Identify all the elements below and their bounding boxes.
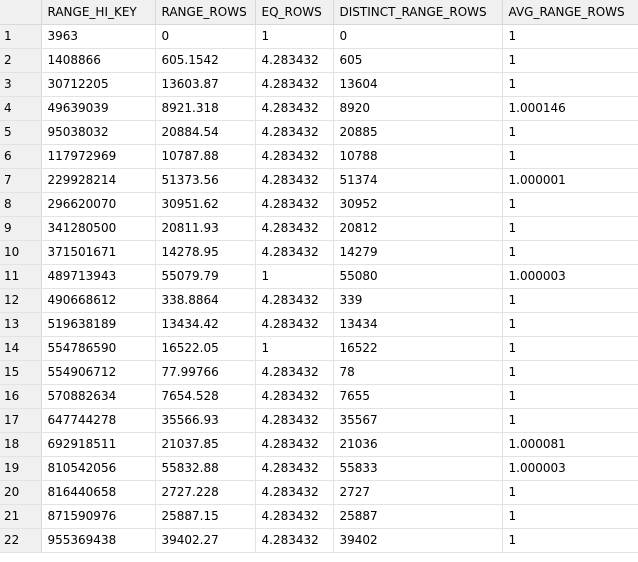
cell-range-hi-key[interactable]: 49639039 bbox=[41, 96, 155, 120]
cell-eq-rows[interactable]: 4.283432 bbox=[255, 168, 333, 192]
cell-avg-range-rows[interactable]: 1 bbox=[502, 240, 638, 264]
cell-range-hi-key[interactable]: 871590976 bbox=[41, 504, 155, 528]
cell-distinct-range-rows[interactable]: 605 bbox=[333, 48, 502, 72]
table-row[interactable] bbox=[0, 360, 638, 384]
table-row[interactable] bbox=[0, 408, 638, 432]
cell-eq-rows[interactable]: 4.283432 bbox=[255, 360, 333, 384]
cell-range-hi-key[interactable]: 692918511 bbox=[41, 432, 155, 456]
cell-range-hi-key[interactable]: 30712205 bbox=[41, 72, 155, 96]
cell-eq-rows[interactable]: 4.283432 bbox=[255, 288, 333, 312]
table-row[interactable] bbox=[0, 240, 638, 264]
column-header-eq-rows[interactable]: EQ_ROWS bbox=[255, 0, 333, 24]
cell-avg-range-rows[interactable]: 1 bbox=[502, 120, 638, 144]
cell-distinct-range-rows[interactable]: 0 bbox=[333, 24, 502, 48]
cell-distinct-range-rows[interactable]: 78 bbox=[333, 360, 502, 384]
cell-avg-range-rows[interactable]: 1.000001 bbox=[502, 168, 638, 192]
cell-range-rows[interactable]: 30951.62 bbox=[155, 192, 255, 216]
row-number[interactable]: 15 bbox=[0, 360, 41, 384]
grid-body bbox=[0, 24, 638, 552]
cell-distinct-range-rows[interactable]: 2727 bbox=[333, 480, 502, 504]
row-number[interactable]: 9 bbox=[0, 216, 41, 240]
row-number[interactable]: 11 bbox=[0, 264, 41, 288]
cell-distinct-range-rows[interactable]: 21036 bbox=[333, 432, 502, 456]
table-row[interactable] bbox=[0, 312, 638, 336]
row-number[interactable]: 17 bbox=[0, 408, 41, 432]
cell-avg-range-rows[interactable]: 1.000003 bbox=[502, 456, 638, 480]
table-row[interactable] bbox=[0, 288, 638, 312]
cell-eq-rows[interactable]: 4.283432 bbox=[255, 432, 333, 456]
column-header-avg-range-rows[interactable]: AVG_RANGE_ROWS bbox=[502, 0, 638, 24]
table-row[interactable] bbox=[0, 120, 638, 144]
cell-range-rows[interactable]: 13434.42 bbox=[155, 312, 255, 336]
table-row[interactable] bbox=[0, 504, 638, 528]
row-number[interactable]: 3 bbox=[0, 72, 41, 96]
cell-range-rows[interactable]: 20811.93 bbox=[155, 216, 255, 240]
cell-range-rows[interactable]: 51373.56 bbox=[155, 168, 255, 192]
cell-distinct-range-rows[interactable]: 51374 bbox=[333, 168, 502, 192]
cell-eq-rows[interactable]: 1 bbox=[255, 264, 333, 288]
cell-range-rows[interactable]: 0 bbox=[155, 24, 255, 48]
row-number[interactable]: 1 bbox=[0, 24, 41, 48]
cell-range-rows[interactable]: 16522.05 bbox=[155, 336, 255, 360]
cell-range-hi-key[interactable]: 554786590 bbox=[41, 336, 155, 360]
table-row[interactable] bbox=[0, 192, 638, 216]
cell-eq-rows[interactable]: 4.283432 bbox=[255, 48, 333, 72]
cell-range-hi-key[interactable]: 519638189 bbox=[41, 312, 155, 336]
cell-avg-range-rows[interactable]: 1 bbox=[502, 24, 638, 48]
cell-avg-range-rows[interactable]: 1 bbox=[502, 384, 638, 408]
cell-eq-rows[interactable]: 4.283432 bbox=[255, 216, 333, 240]
column-header-range-hi-key[interactable]: RANGE_HI_KEY bbox=[41, 0, 155, 24]
row-number[interactable]: 7 bbox=[0, 168, 41, 192]
cell-avg-range-rows[interactable]: 1 bbox=[502, 312, 638, 336]
row-number[interactable]: 12 bbox=[0, 288, 41, 312]
column-header-range-rows[interactable]: RANGE_ROWS bbox=[155, 0, 255, 24]
cell-range-hi-key[interactable]: 229928214 bbox=[41, 168, 155, 192]
cell-eq-rows[interactable]: 4.283432 bbox=[255, 504, 333, 528]
cell-eq-rows[interactable]: 4.283432 bbox=[255, 144, 333, 168]
cell-range-rows[interactable]: 39402.27 bbox=[155, 528, 255, 552]
cell-eq-rows[interactable]: 4.283432 bbox=[255, 96, 333, 120]
cell-distinct-range-rows[interactable]: 13604 bbox=[333, 72, 502, 96]
cell-range-hi-key[interactable]: 95038032 bbox=[41, 120, 155, 144]
cell-range-rows[interactable]: 2727.228 bbox=[155, 480, 255, 504]
cell-avg-range-rows[interactable]: 1 bbox=[502, 288, 638, 312]
cell-avg-range-rows[interactable]: 1.000146 bbox=[502, 96, 638, 120]
cell-range-hi-key[interactable]: 3963 bbox=[41, 24, 155, 48]
table-row[interactable] bbox=[0, 480, 638, 504]
table-row[interactable] bbox=[0, 456, 638, 480]
table-row[interactable] bbox=[0, 24, 638, 48]
row-number[interactable]: 8 bbox=[0, 192, 41, 216]
cell-distinct-range-rows[interactable]: 35567 bbox=[333, 408, 502, 432]
row-number[interactable]: 18 bbox=[0, 432, 41, 456]
cell-range-rows[interactable]: 7654.528 bbox=[155, 384, 255, 408]
cell-range-rows[interactable]: 605.1542 bbox=[155, 48, 255, 72]
cell-range-hi-key[interactable]: 1408866 bbox=[41, 48, 155, 72]
corner-header[interactable] bbox=[0, 0, 41, 24]
cell-range-hi-key[interactable]: 489713943 bbox=[41, 264, 155, 288]
cell-range-hi-key[interactable]: 647744278 bbox=[41, 408, 155, 432]
table-row[interactable] bbox=[0, 216, 638, 240]
cell-range-rows[interactable]: 13603.87 bbox=[155, 72, 255, 96]
cell-range-hi-key[interactable]: 570882634 bbox=[41, 384, 155, 408]
cell-distinct-range-rows[interactable]: 20885 bbox=[333, 120, 502, 144]
cell-range-hi-key[interactable]: 816440658 bbox=[41, 480, 155, 504]
cell-avg-range-rows[interactable]: 1 bbox=[502, 336, 638, 360]
cell-avg-range-rows[interactable]: 1 bbox=[502, 528, 638, 552]
row-number[interactable]: 16 bbox=[0, 384, 41, 408]
cell-range-rows[interactable]: 20884.54 bbox=[155, 120, 255, 144]
cell-range-rows[interactable]: 10787.88 bbox=[155, 144, 255, 168]
cell-eq-rows[interactable]: 4.283432 bbox=[255, 456, 333, 480]
cell-avg-range-rows[interactable]: 1.000003 bbox=[502, 264, 638, 288]
cell-avg-range-rows[interactable]: 1 bbox=[502, 144, 638, 168]
table-row[interactable] bbox=[0, 528, 638, 552]
cell-avg-range-rows[interactable]: 1 bbox=[502, 504, 638, 528]
row-number[interactable]: 5 bbox=[0, 120, 41, 144]
cell-eq-rows[interactable]: 4.283432 bbox=[255, 120, 333, 144]
table-row[interactable] bbox=[0, 432, 638, 456]
table-row[interactable] bbox=[0, 72, 638, 96]
cell-range-rows[interactable]: 55832.88 bbox=[155, 456, 255, 480]
cell-distinct-range-rows[interactable]: 16522 bbox=[333, 336, 502, 360]
table-row[interactable] bbox=[0, 264, 638, 288]
cell-range-rows[interactable]: 338.8864 bbox=[155, 288, 255, 312]
cell-range-rows[interactable]: 35566.93 bbox=[155, 408, 255, 432]
cell-distinct-range-rows[interactable]: 339 bbox=[333, 288, 502, 312]
row-number[interactable]: 22 bbox=[0, 528, 41, 552]
cell-range-rows[interactable]: 77.99766 bbox=[155, 360, 255, 384]
table-row[interactable] bbox=[0, 96, 638, 120]
cell-eq-rows[interactable]: 4.283432 bbox=[255, 192, 333, 216]
cell-distinct-range-rows[interactable]: 13434 bbox=[333, 312, 502, 336]
cell-range-hi-key[interactable]: 490668612 bbox=[41, 288, 155, 312]
column-header-distinct-range-rows[interactable]: DISTINCT_RANGE_ROWS bbox=[333, 0, 502, 24]
cell-range-hi-key[interactable]: 371501671 bbox=[41, 240, 155, 264]
cell-eq-rows[interactable]: 1 bbox=[255, 24, 333, 48]
cell-eq-rows[interactable]: 4.283432 bbox=[255, 312, 333, 336]
cell-distinct-range-rows[interactable]: 10788 bbox=[333, 144, 502, 168]
cell-range-hi-key[interactable]: 810542056 bbox=[41, 456, 155, 480]
row-number[interactable]: 6 bbox=[0, 144, 41, 168]
cell-distinct-range-rows[interactable]: 8920 bbox=[333, 96, 502, 120]
cell-range-hi-key[interactable]: 554906712 bbox=[41, 360, 155, 384]
cell-avg-range-rows[interactable]: 1 bbox=[502, 360, 638, 384]
cell-distinct-range-rows[interactable]: 55833 bbox=[333, 456, 502, 480]
cell-distinct-range-rows[interactable]: 7655 bbox=[333, 384, 502, 408]
cell-distinct-range-rows[interactable]: 39402 bbox=[333, 528, 502, 552]
cell-range-hi-key[interactable]: 341280500 bbox=[41, 216, 155, 240]
table-row[interactable] bbox=[0, 48, 638, 72]
cell-avg-range-rows[interactable]: 1 bbox=[502, 72, 638, 96]
cell-range-rows[interactable]: 55079.79 bbox=[155, 264, 255, 288]
table-row[interactable] bbox=[0, 144, 638, 168]
table-row[interactable] bbox=[0, 168, 638, 192]
cell-distinct-range-rows[interactable]: 30952 bbox=[333, 192, 502, 216]
cell-eq-rows[interactable]: 4.283432 bbox=[255, 408, 333, 432]
cell-eq-rows[interactable]: 1 bbox=[255, 336, 333, 360]
cell-eq-rows[interactable]: 4.283432 bbox=[255, 240, 333, 264]
cell-range-rows[interactable]: 8921.318 bbox=[155, 96, 255, 120]
cell-distinct-range-rows[interactable]: 20812 bbox=[333, 216, 502, 240]
row-number[interactable]: 21 bbox=[0, 504, 41, 528]
cell-avg-range-rows[interactable]: 1 bbox=[502, 480, 638, 504]
cell-avg-range-rows[interactable]: 1.000081 bbox=[502, 432, 638, 456]
row-number[interactable]: 13 bbox=[0, 312, 41, 336]
row-number[interactable]: 19 bbox=[0, 456, 41, 480]
cell-avg-range-rows[interactable]: 1 bbox=[502, 48, 638, 72]
row-number[interactable]: 20 bbox=[0, 480, 41, 504]
header-row bbox=[0, 0, 638, 24]
row-number[interactable]: 14 bbox=[0, 336, 41, 360]
cell-avg-range-rows[interactable]: 1 bbox=[502, 192, 638, 216]
cell-range-hi-key[interactable]: 296620070 bbox=[41, 192, 155, 216]
cell-range-hi-key[interactable]: 955369438 bbox=[41, 528, 155, 552]
cell-eq-rows[interactable]: 4.283432 bbox=[255, 480, 333, 504]
cell-eq-rows[interactable]: 4.283432 bbox=[255, 384, 333, 408]
cell-distinct-range-rows[interactable]: 25887 bbox=[333, 504, 502, 528]
cell-range-hi-key[interactable]: 117972969 bbox=[41, 144, 155, 168]
cell-eq-rows[interactable]: 4.283432 bbox=[255, 72, 333, 96]
cell-distinct-range-rows[interactable]: 55080 bbox=[333, 264, 502, 288]
row-number[interactable]: 10 bbox=[0, 240, 41, 264]
table-row[interactable] bbox=[0, 336, 638, 360]
cell-eq-rows[interactable]: 4.283432 bbox=[255, 528, 333, 552]
cell-distinct-range-rows[interactable]: 14279 bbox=[333, 240, 502, 264]
cell-range-rows[interactable]: 14278.95 bbox=[155, 240, 255, 264]
row-number[interactable]: 2 bbox=[0, 48, 41, 72]
row-number[interactable]: 4 bbox=[0, 96, 41, 120]
table-row[interactable] bbox=[0, 384, 638, 408]
cell-range-rows[interactable]: 25887.15 bbox=[155, 504, 255, 528]
cell-avg-range-rows[interactable]: 1 bbox=[502, 408, 638, 432]
cell-range-rows[interactable]: 21037.85 bbox=[155, 432, 255, 456]
cell-avg-range-rows[interactable]: 1 bbox=[502, 216, 638, 240]
